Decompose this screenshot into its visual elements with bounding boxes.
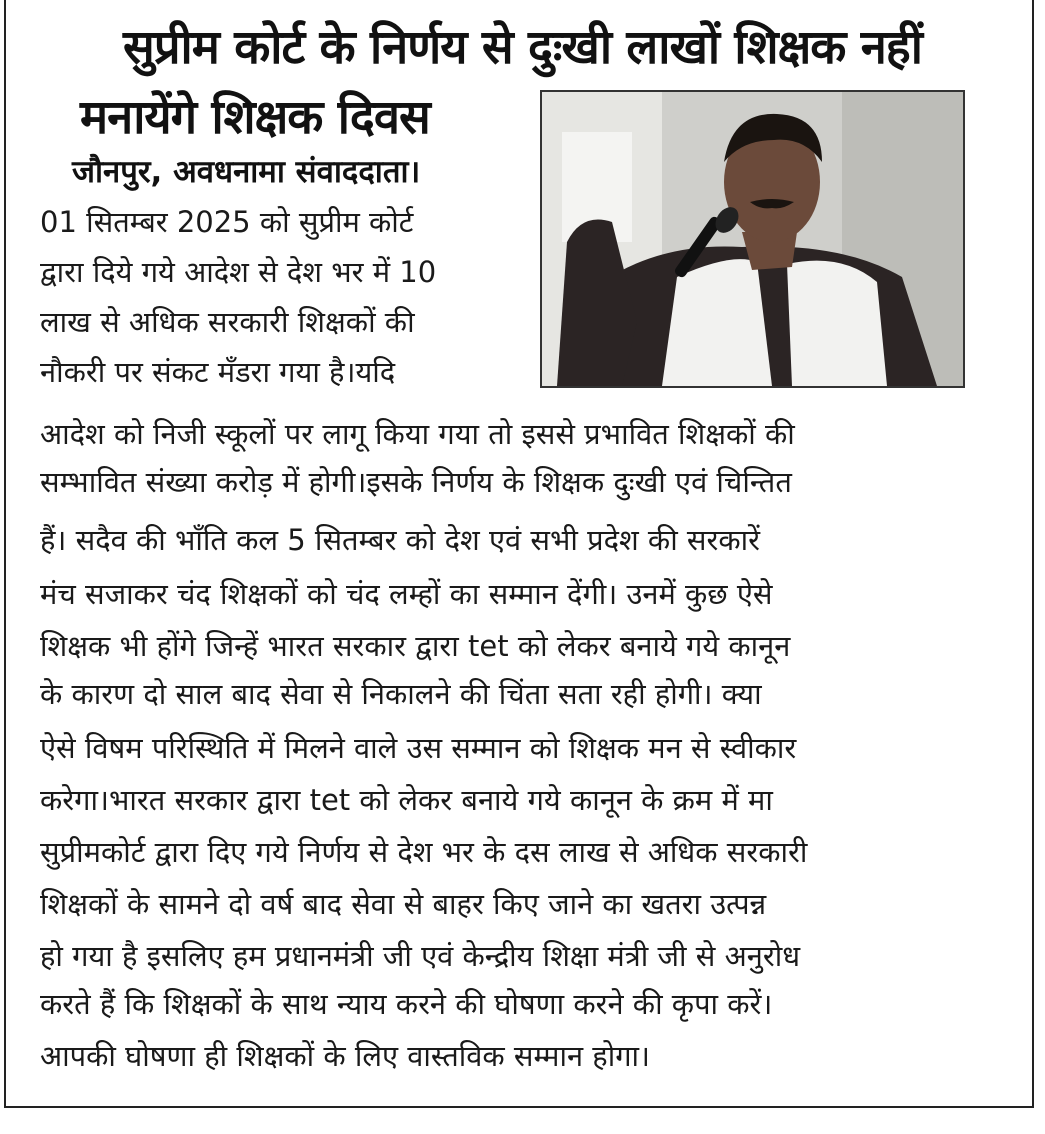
body-line: शिक्षक भी होंगे जिन्हें भारत सरकार द्वारा tet को लेकर बनाये गये कानून: [40, 629, 791, 663]
body-line: लाख से अधिक सरकारी शिक्षकों की: [40, 305, 415, 339]
body-line: आदेश को निजी स्कूलों पर लागू किया गया तो इससे प्रभावित शिक्षकों की: [40, 417, 795, 451]
speaker-illustration: [542, 92, 963, 386]
speaker-photo: [540, 90, 965, 388]
body-line: द्वारा दिये गये आदेश से देश भर में 10: [40, 255, 437, 289]
body-line: शिक्षकों के सामने दो वर्ष बाद सेवा से बाहर किए जाने का खतरा उत्पन्न: [40, 887, 767, 921]
headline-line-1: सुप्रीम कोर्ट के निर्णय से दुःखी लाखों शिक्षक नहीं: [123, 20, 922, 75]
body-line: हो गया है इसलिए हम प्रधानमंत्री जी एवं केन्द्रीय शिक्षा मंत्री जी से अनुरोध: [40, 939, 801, 973]
body-line: करते हैं कि शिक्षकों के साथ न्याय करने की घोषणा करने की कृपा करें।: [40, 987, 773, 1021]
body-line: ऐसे विषम परिस्थिति में मिलने वाले उस सम्मान को शिक्षक मन से स्वीकार: [40, 731, 797, 765]
body-line: 01 सितम्बर 2025 को सुप्रीम कोर्ट: [40, 205, 414, 239]
body-line: हैं। सदैव की भाँति कल 5 सितम्बर को देश एवं सभी प्रदेश की सरकारें: [40, 523, 761, 557]
body-line: आपकी घोषणा ही शिक्षकों के लिए वास्तविक सम्मान होगा।: [40, 1039, 651, 1073]
headline-line-2: मनायेंगे शिक्षक दिवस: [80, 90, 430, 145]
body-line: करेगा।भारत सरकार द्वारा tet को लेकर बनाये गये कानून के क्रम में मा: [40, 783, 773, 817]
dateline: जौनपुर, अवधनामा संवाददाता।: [72, 154, 421, 190]
body-line: मंच सजाकर चंद शिक्षकों को चंद लम्हों का सम्मान देंगी। उनमें कुछ ऐसे: [40, 577, 773, 611]
body-line: सुप्रीमकोर्ट द्वारा दिए गये निर्णय से देश भर के दस लाख से अधिक सरकारी: [40, 835, 808, 869]
body-line: सम्भावित संख्या करोड़ में होगी।इसके निर्णय के शिक्षक दुःखी एवं चिन्तित: [40, 465, 792, 499]
body-line: के कारण दो साल बाद सेवा से निकालने की चिंता सता रही होगी। क्या: [40, 677, 762, 711]
body-line: नौकरी पर संकट मँडरा गया है।यदि: [40, 355, 396, 389]
